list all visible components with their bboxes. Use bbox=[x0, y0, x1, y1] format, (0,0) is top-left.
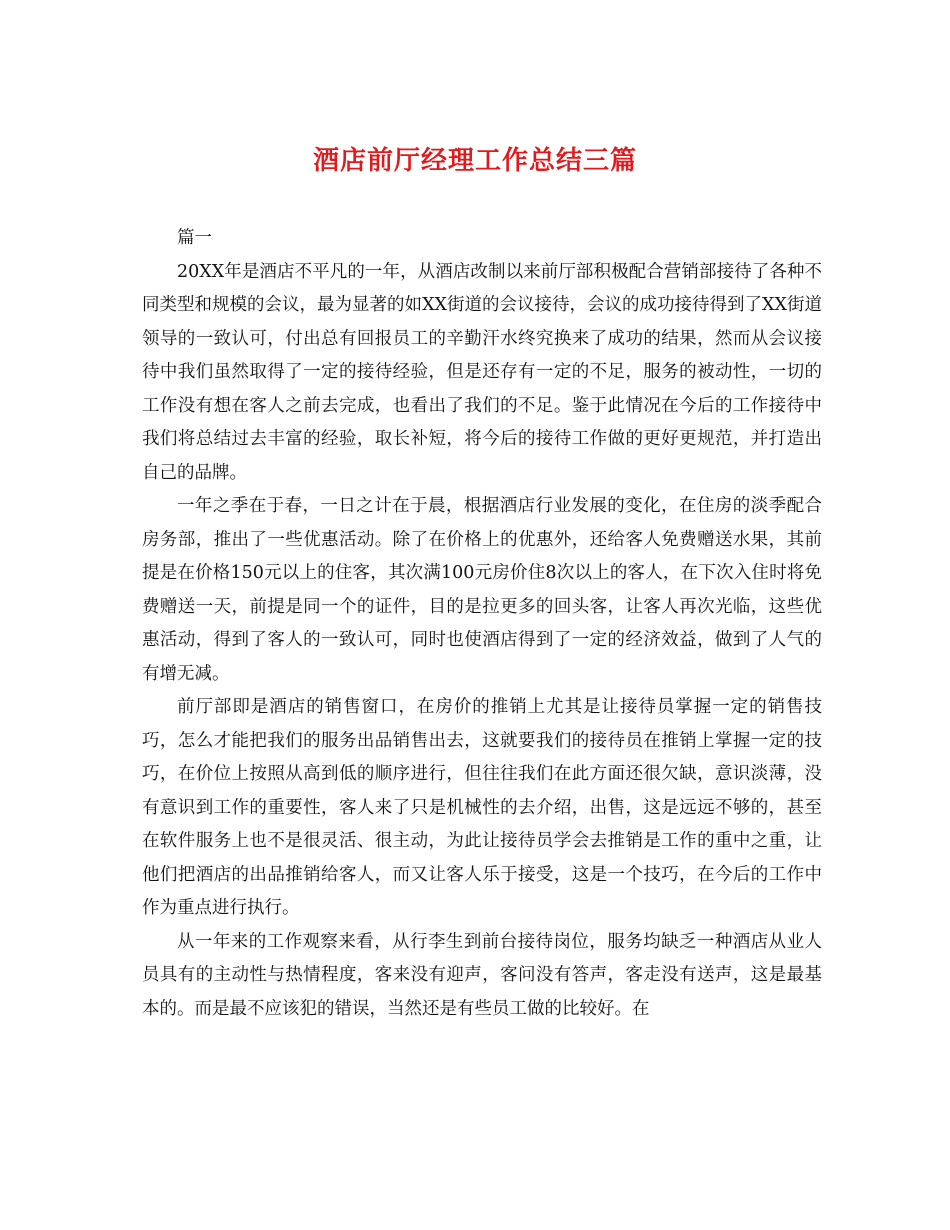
document-body bbox=[142, 222, 822, 1026]
document-title: 酒店前厅经理工作总结三篇 bbox=[312, 146, 637, 176]
paragraph-2: 一年之季在于春，一日之计在于晨，根据酒店行业发展的变化，在住房的淡季配合房务部，推出了一些优惠活动。除了在价格上的优惠外，还给客人免费赠送水果，其前提是在价格150元以上的住客，其次满100元房价住8次以上的客人，在下次入住时将免费赠送一天，前提是同一个的证件，目的是拉更多的回头客，让客人再次光临，这些优惠活动，得到了客人的一致认可，同时也使酒店得到了一定的经济效益，做到了人气的有增无减。 bbox=[142, 496, 822, 684]
section-label: 篇一 bbox=[177, 228, 212, 248]
paragraph-1: 20XX年是酒店不平凡的一年，从酒店改制以来前厅部积极配合营销部接待了各种不同类型和规模的会议，最为显著的如XX街道的会议接待，会议的成功接待得到了XX街道领导的一致认可，付出总有回报员工的辛勤汗水终究换来了成功的结果，然而从会议接待中我们虽然取得了一定的接待经验，但是还存有一定的不足，服务的被动性，一切的工作没有想在客人之前去完成，也看出了我们的不足。鉴于此情况在今后的工作接待中我们将总结过去丰富的经验，取长补短，将今后的接待工作做的更好更规范，并打造出自己的品牌。 bbox=[142, 261, 822, 483]
paragraph-4: 从一年来的工作观察来看，从行李生到前台接待岗位，服务均缺乏一种酒店从业人员具有的主动性与热情程度，客来没有迎声，客问没有答声，客走没有送声，这是最基本的。而是最不应该犯的错误，当然还是有些员工做的比较好。在 bbox=[142, 931, 822, 1019]
paragraph-3: 前厅部即是酒店的销售窗口，在房价的推销上尤其是让接待员掌握一定的销售技巧，怎么才能把我们的服务出品销售出去，这就要我们的接待员在推销上掌握一定的技巧，在价位上按照从高到低的顺序进行，但往往我们在此方面还很欠缺，意识淡薄，没有意识到工作的重要性，客人来了只是机械性的去介绍，出售，这是远远不够的，甚至在软件服务上也不是很灵活、很主动，为此让接待员学会去推销是工作的重中之重，让他们把酒店的出品推销给客人，而又让客人乐于接受，这是一个技巧，在今后的工作中作为重点进行执行。 bbox=[142, 697, 822, 918]
